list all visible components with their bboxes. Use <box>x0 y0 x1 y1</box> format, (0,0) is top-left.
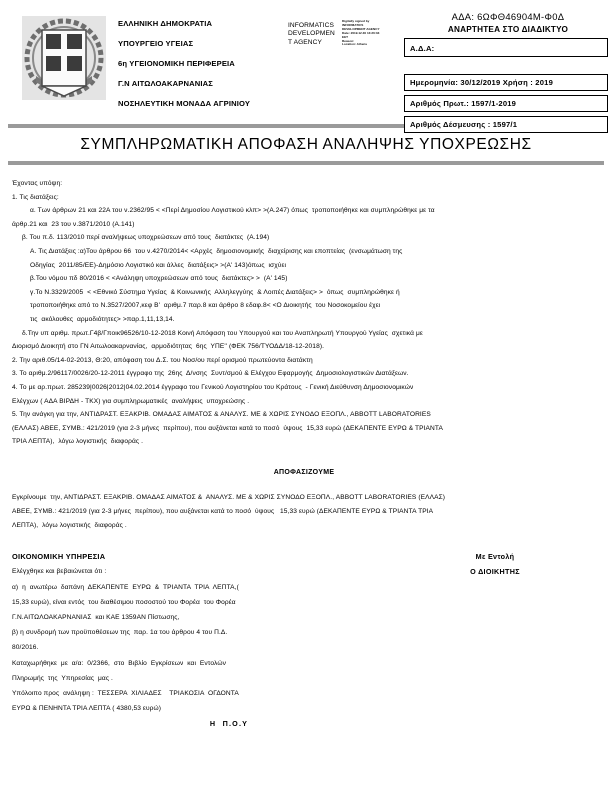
digital-signature-stamp <box>342 20 404 47</box>
decision-line-3: ΛΕΠΤΑ), λόγω λογιστικής διαφοράς . <box>12 521 127 529</box>
document-header <box>0 0 612 129</box>
date-field-box: Ημερομηνία: 30/12/2019 Χρήση : 2019 <box>404 74 608 91</box>
page-title: ΣΥΜΠΛΗΡΩΜΑΤΙΚΗ ΑΠΟΦΑΣΗ ΑΝΑΛΗΨΗΣ ΥΠΟΧΡΕΩΣΗΣ <box>80 136 532 153</box>
decision-line-2: ΑΒΕΕ, ΣΥΜΒ.: 421/2019 (για 2-3 μήνες περίπου), που αυξάνεται κατά το ποσό ύψους 15,33 ευρώ (ΔΕΚΑΠΕΝΤΕ ΕΥΡΩ & ΤΡΙΑΝΤΑ ΤΡΙΑ <box>12 508 434 516</box>
org-line-2: ΥΠΟΥΡΓΕΙΟ ΥΓΕΙΑΣ <box>118 38 194 48</box>
body-item-G-cont-1: τροποποιήθηκε από το Ν.3527/2007,κεφ Β' αριθμ.7 παρ.8 και άρθρο 8 εδαφ.8< <Ο Διοικητής του Νοσοκομείου έχει <box>30 302 381 310</box>
commitment-field-box: Αριθμός Δέσμευσης : 1597/1 <box>404 116 608 133</box>
finance-line-a1: α) η ανωτέρω δαπάνη ΔΕΚΑΠΕΝΤΕ ΕΥΡΩ & ΤΡΙΑΝΤΑ ΤΡΙΑ ΛΕΠΤΑ,( <box>12 583 239 591</box>
document-body <box>0 165 612 549</box>
body-item-A: Α. Τις Διατάξεις :α)Του άρθρου 66 του ν.4270/2014< <Αρχές δημοσιονομικής διαχείρισης και εποπτείας (ενσωμάτωση της <box>30 247 403 255</box>
body-item-1: 1. Τις διατάξεις: <box>12 193 59 201</box>
body-item-5-cont-1: (ΕΛΛΑΣ) ΑΒΕΕ, ΣΥΜΒ.: 421/2019 (για 2-3 μήνες περίπου), που αυξάνεται κατά το ποσό ύψους 15,33 ευρώ (ΔΕΚΑΠΕΝΤΕ ΕΥΡΩ & ΤΡΙΑΝΤΑ <box>12 424 444 432</box>
finance-line-b1: β) η συνδρομή των προϋποθέσεων της παρ. 1α του άρθρου 4 του Π.Δ. <box>12 629 228 637</box>
body-item-G-cont-2: τις ακόλουθες αρμοδιότητες> >παρ.1,11,13,14. <box>30 315 175 323</box>
document-footer <box>0 549 612 731</box>
organization-block <box>118 20 293 120</box>
body-item-1a-cont: άρθρ.21 και 23 του ν.3871/2010 (Α.141) <box>12 220 135 228</box>
finance-line-d1: Υπόλοιπο προς ανάληψη : ΤΕΣΣΕΡΑ ΧΙΛΙΑΔΕΣ ΤΡΙΑΚΟΣΙΑ ΟΓΔΟΝΤΑ <box>12 690 239 698</box>
finance-line-c1: Καταχωρήθηκε με α/α: 0/2366, στο Βιβλίο Εγκρίσεων και Εντολών <box>12 659 226 667</box>
administrator-label: Ο ΔΙΟΙΚΗΤΗΣ <box>470 567 520 577</box>
org-line-1: ΕΛΛΗΝΙΚΗ ΔΗΜΟΚΡΑΤΙΑ <box>118 19 213 28</box>
body-item-1b: β. Του π.δ. 113/2010 περί αναλήψεως υποχρεώσεων από τους διατάκτες (Α.194) <box>22 234 270 242</box>
body-item-D: δ.Την υπ αριθμ. πρωτ.Γ4β/Γποικ96526/10-12-2018 Κοινή Απόφαση του Υπουργού και του Αναπληρωτή Υπουργού Υγείας σχετικά με <box>22 329 423 337</box>
ada-code: ΑΔΑ: 6ΩΦΘ46904Μ-Φ0Δ <box>451 11 565 22</box>
anartitea-label: ΑΝΑΡΤΗΤΕΑ ΣΤΟ ΔΙΑΔΙΚΤΥΟ <box>447 25 569 34</box>
finance-line-a3: Γ.Ν.ΑΙΤΩΛΟΑΚΑΡΝΑΝΙΑΣ και ΚΑΕ 1359ΑΝ Πίστωσης, <box>12 614 180 622</box>
body-item-4: 4. Το με αρ.πρωτ. 285239|0026|2012|04.02.2014 έγγραφο του Γενικού Λογιστηρίου του Κράτους - Γενική Διεύθυνση Δημοσιονομικών <box>12 383 414 391</box>
body-item-A-cont: Οδηγίας 2011/85/ΕΕ)-Δημόσιο Λογιστικό και άλλες διατάξεις> >(Α' 143)όπως ισχύει <box>30 261 287 269</box>
ida-line-1: INFORMATICS <box>288 22 335 29</box>
spacer-after-decision-heading <box>12 479 596 491</box>
finance-line-a2: 15,33 ευρώ), είναι εντός του διαθέσιμου ποσοστού του Φορέα του Φορέα <box>12 598 236 606</box>
ida-line-3: T AGENCY <box>288 38 323 46</box>
body-item-3: 3. Το αριθμ.2/96117/0026/20-12-2011 έγγραφο της 26ης Δ/νσης Συντ/σμού & Ελέγχου Εφαρμογής Δημοσιολογιστικών Διατάξεων. <box>12 370 409 378</box>
body-item-B: β.Του νόμου πδ 80/2016 < <Ανάληψη υποχρεώσεων από τους διατάκτες> > (Α' 145) <box>30 275 288 283</box>
body-item-2: 2. Την αριθ.05/14-02-2013, Θ:20, απόφαση του Δ.Σ. του Νοσ/ου περί ορισμού πρωτεύοντα διατάκτη <box>12 356 313 364</box>
body-item-1a: α. Των άρθρων 21 και 22Α του ν.2362/95 < <Περί Δημοσίου Λογιστικού κλπ> >(Α.247) όπως τροποποιήθηκε και συμπληρώθηκε με τα <box>30 207 435 215</box>
finance-checked-line: Ελέγχθηκε και βεβαιώνεται ότι : <box>12 568 107 576</box>
signature-line-7: Location: Athens <box>342 42 368 47</box>
ada-field-box: Α.Δ.Α: <box>404 38 608 57</box>
body-item-G: γ.Το Ν.3329/2005 < <Εθνικό Σύστημα Υγείας & Κοινωνικής Αλληλεγγύης & Λοιπές Διατάξεις> > όπως συμπληρώθηκε ή <box>30 288 400 296</box>
decision-line-1: Εγκρίνουμε την, ΑΝΤΙΔΡΑΣΤ. ΕΞΑΚΡΙΒ. ΟΜΑΔΑΣ ΑΙΜΑΤΟΣ & ΑΝΑΛΥΣ. ΜΕ & ΧΩΡΙΣ ΣΥΝΟΔΟ ΕΞΟΠΛ., ΑΒΒΟΤΤ LABORATORIES (ΕΛΛΑΣ) <box>12 494 446 502</box>
body-intro: Έχοντας υπόψη: <box>12 180 63 187</box>
finance-line-d2: ΕΥΡΩ & ΠΕΝΗΝΤΑ ΤΡΙΑ ΛΕΠΤΑ ( 4380,53 ευρώ) <box>12 705 162 713</box>
signature-line-3: DEVELOPMENT AGENCY <box>342 26 380 31</box>
org-line-4: Γ.Ν ΑΙΤΩΛΟΑΚΑΡΝΑΝΙΑΣ <box>118 78 214 88</box>
signature-line-6: Reason: <box>342 38 355 43</box>
finance-line-b2: 80/2016. <box>12 644 39 652</box>
signature-line-1: Digitally signed by <box>342 19 370 23</box>
spacer-before-decision <box>12 449 596 466</box>
finance-line-c2: Πληρωμής της Υπηρεσίας μας . <box>12 674 113 682</box>
body-item-D-cont: Διορισμό Διοικητή στο ΓΝ Αιτωλοακαρνανίας, αρμοδιότητας 6ης ΥΠΕ'' (ΦΕΚ 756/ΤΥΟΔΔ/18-12-2018). <box>12 343 325 351</box>
spacer-before-footer <box>12 532 596 549</box>
ida-line-2: DEVELOPMEN <box>288 30 335 38</box>
body-item-5-cont-2: ΤΡΙΑ ΛΕΠΤΑ), λόγω λογιστικής διαφοράς . <box>12 438 144 446</box>
org-line-5: ΝΟΣΗΛΕΥΤΙΚΗ ΜΟΝΑΔΑ ΑΓΡΙΝΙΟΥ <box>118 98 251 108</box>
body-item-4-cont: Ελέγχων ( ΑΔΑ ΒΙΡΔΗ - ΤΚΧ) για συμπληρωματικές αναλήψεις υποχρεώσης . <box>12 397 250 405</box>
signature-line-5: EET <box>342 34 349 39</box>
body-item-5: 5. Την ανάγκη για την, ΑΝΤΙΔΡΑΣΤ. ΕΞΑΚΡΙΒ. ΟΜΑΔΑΣ ΑΙΜΑΤΟΣ & ΑΝΑΛΥΣ. ΜΕ & ΧΩΡΙΣ ΣΥΝΟΔΟ ΕΞΟΠΛ., ΑΒΒΟΤΤ LABORATORIES <box>12 411 431 419</box>
signature-line-4: Date: 2019.12.30 13:26:33 <box>342 30 380 35</box>
informatics-development-agency-label <box>288 22 340 47</box>
greek-republic-emblem-icon <box>22 16 106 100</box>
org-line-3: 6η ΥΓΕΙΟΝΟΜΙΚΗ ΠΕΡΙΦΕΡΕΙΑ <box>118 58 235 68</box>
finance-service-heading: ΟΙΚΟΝΟΜΙΚΗ ΥΠΗΡΕΣΙΑ <box>12 552 106 562</box>
protocol-field-box: Αριθμός Πρωτ.: 1597/1-2019 <box>404 95 608 112</box>
closing-label: Η Π.Ο.Υ <box>209 719 249 729</box>
by-order-label: Με Εντολή <box>475 552 515 562</box>
signature-line-2: INFORMATICS <box>342 22 364 27</box>
signature-block <box>400 549 590 579</box>
decision-heading: ΑΠΟΦΑΣΙΖΟΥΜΕ <box>273 468 335 476</box>
